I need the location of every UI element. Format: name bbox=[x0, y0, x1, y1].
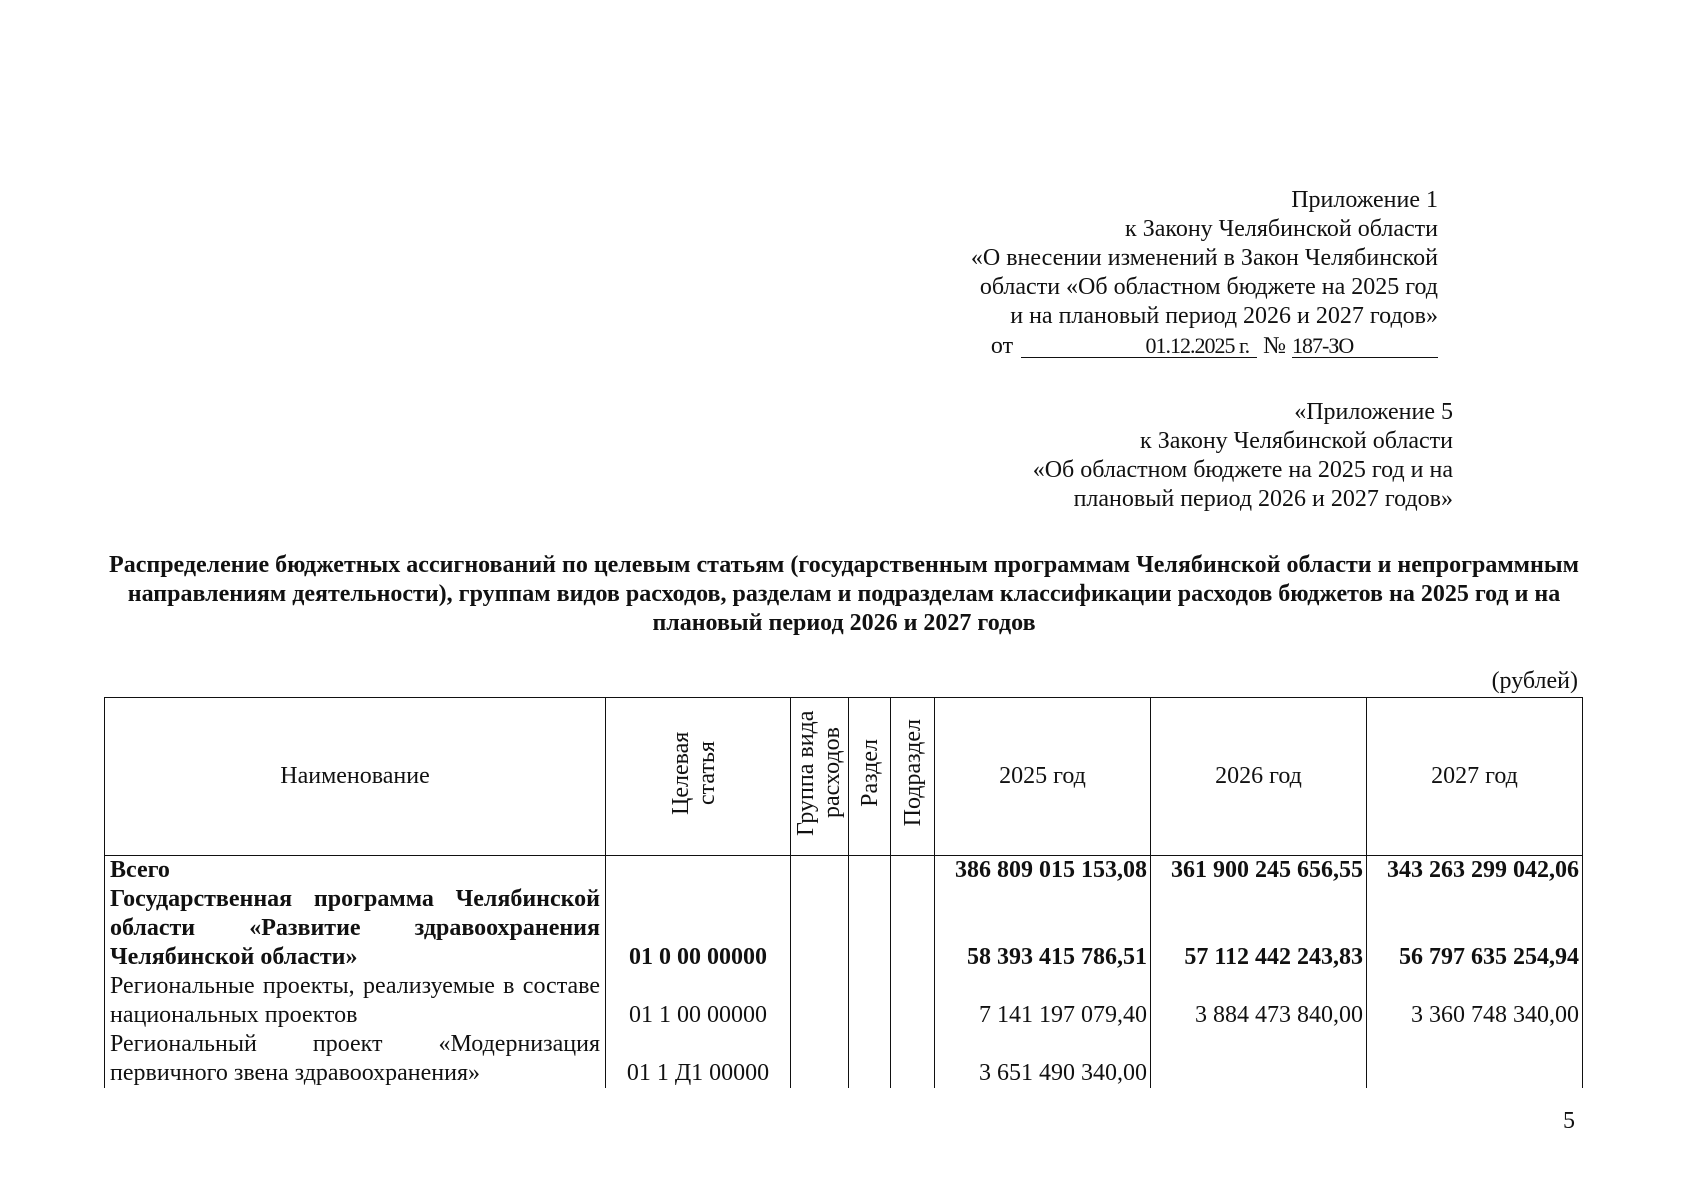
table-row bbox=[105, 1030, 1583, 1088]
law-date: 01.12.2025 г. bbox=[1145, 333, 1250, 358]
table-row bbox=[105, 856, 1583, 886]
header-target-article: Целевая статья bbox=[606, 698, 791, 856]
row-amount-2026 bbox=[1151, 1030, 1367, 1088]
row-expense-group bbox=[791, 856, 849, 886]
page-number: 5 bbox=[1563, 1108, 1575, 1134]
row-name: Региональные проекты, реализуемые в составе национальных проектов bbox=[105, 972, 606, 1030]
row-target-article: 01 1 00 00000 bbox=[606, 972, 791, 1030]
row-amount-2027: 56 797 635 254,94 bbox=[1367, 885, 1583, 972]
row-amount-2027: 3 360 748 340,00 bbox=[1367, 972, 1583, 1030]
from-label: от bbox=[990, 333, 1014, 359]
appendix-1-line: и на плановый период 2026 и 2027 годов» bbox=[1010, 303, 1438, 329]
header-2025: 2025 год bbox=[935, 698, 1151, 856]
row-amount-2027: 343 263 299 042,06 bbox=[1367, 856, 1583, 886]
row-amount-2026: 57 112 442 243,83 bbox=[1151, 885, 1367, 972]
row-section bbox=[849, 885, 891, 972]
row-name: Всего bbox=[105, 856, 606, 886]
table-row bbox=[105, 972, 1583, 1030]
row-subsection bbox=[891, 1030, 935, 1088]
document-title: Распределение бюджетных ассигнований по целевым статьям (государственным программам Челябинской области и непрограммным направлениям деятельности), группам видов расходов, разделам и подразделам классификации расходов бюджетов на 2025 год и на плановый период 2026 и 2027 годов bbox=[109, 552, 1579, 636]
appendix-1-date-line bbox=[971, 331, 1438, 361]
law-date-field bbox=[1021, 331, 1257, 358]
row-target-article bbox=[606, 856, 791, 886]
row-subsection bbox=[891, 885, 935, 972]
row-amount-2027 bbox=[1367, 1030, 1583, 1088]
header-section: Раздел bbox=[849, 698, 891, 856]
appendix-1-line: «О внесении изменений в Закон Челябинской bbox=[970, 245, 1438, 271]
row-expense-group bbox=[791, 885, 849, 972]
row-amount-2025: 386 809 015 153,08 bbox=[935, 856, 1151, 886]
currency-unit: (рублей) bbox=[1491, 668, 1578, 694]
header-2027: 2027 год bbox=[1367, 698, 1583, 856]
appendix-1-header bbox=[971, 186, 1438, 361]
row-amount-2025: 7 141 197 079,40 bbox=[935, 972, 1151, 1030]
budget-table bbox=[104, 697, 1583, 1088]
appendix-1-line: области «Об областном бюджете на 2025 год bbox=[979, 274, 1438, 300]
law-number: 187-ЗО bbox=[1292, 333, 1354, 358]
row-subsection bbox=[891, 856, 935, 886]
header-expense-group: Группа вида расходов bbox=[791, 698, 849, 856]
row-target-article: 01 0 00 00000 bbox=[606, 885, 791, 972]
row-amount-2026: 3 884 473 840,00 bbox=[1151, 972, 1367, 1030]
header-2026: 2026 год bbox=[1151, 698, 1367, 856]
row-amount-2026: 361 900 245 656,55 bbox=[1151, 856, 1367, 886]
table-row bbox=[105, 885, 1583, 972]
number-label: № bbox=[1263, 333, 1286, 359]
table-header-row bbox=[105, 698, 1583, 856]
header-name: Наименование bbox=[105, 698, 606, 856]
row-expense-group bbox=[791, 972, 849, 1030]
row-subsection bbox=[891, 972, 935, 1030]
appendix-5-header bbox=[1033, 398, 1453, 514]
law-number-field bbox=[1292, 331, 1438, 358]
appendix-5-line: «Об областном бюджете на 2025 год и на bbox=[1032, 457, 1453, 483]
row-expense-group bbox=[791, 1030, 849, 1088]
header-subsection: Подраздел bbox=[891, 698, 935, 856]
appendix-5-line: к Закону Челябинской области bbox=[1140, 428, 1453, 454]
row-amount-2025: 58 393 415 786,51 bbox=[935, 885, 1151, 972]
row-section bbox=[849, 1030, 891, 1088]
row-name: Региональный проект «Модернизация первичного звена здравоохранения» bbox=[105, 1030, 606, 1088]
row-amount-2025: 3 651 490 340,00 bbox=[935, 1030, 1151, 1088]
appendix-1-line: к Закону Челябинской области bbox=[1125, 216, 1438, 242]
appendix-1-line: Приложение 1 bbox=[1291, 187, 1438, 213]
row-section bbox=[849, 856, 891, 886]
appendix-5-line: «Приложение 5 bbox=[1294, 399, 1453, 425]
appendix-5-line: плановый период 2026 и 2027 годов» bbox=[1073, 486, 1453, 512]
row-target-article: 01 1 Д1 00000 bbox=[606, 1030, 791, 1088]
row-name: Государственная программа Челябинской области «Развитие здравоохранения Челябинской области» bbox=[105, 885, 606, 972]
row-section bbox=[849, 972, 891, 1030]
